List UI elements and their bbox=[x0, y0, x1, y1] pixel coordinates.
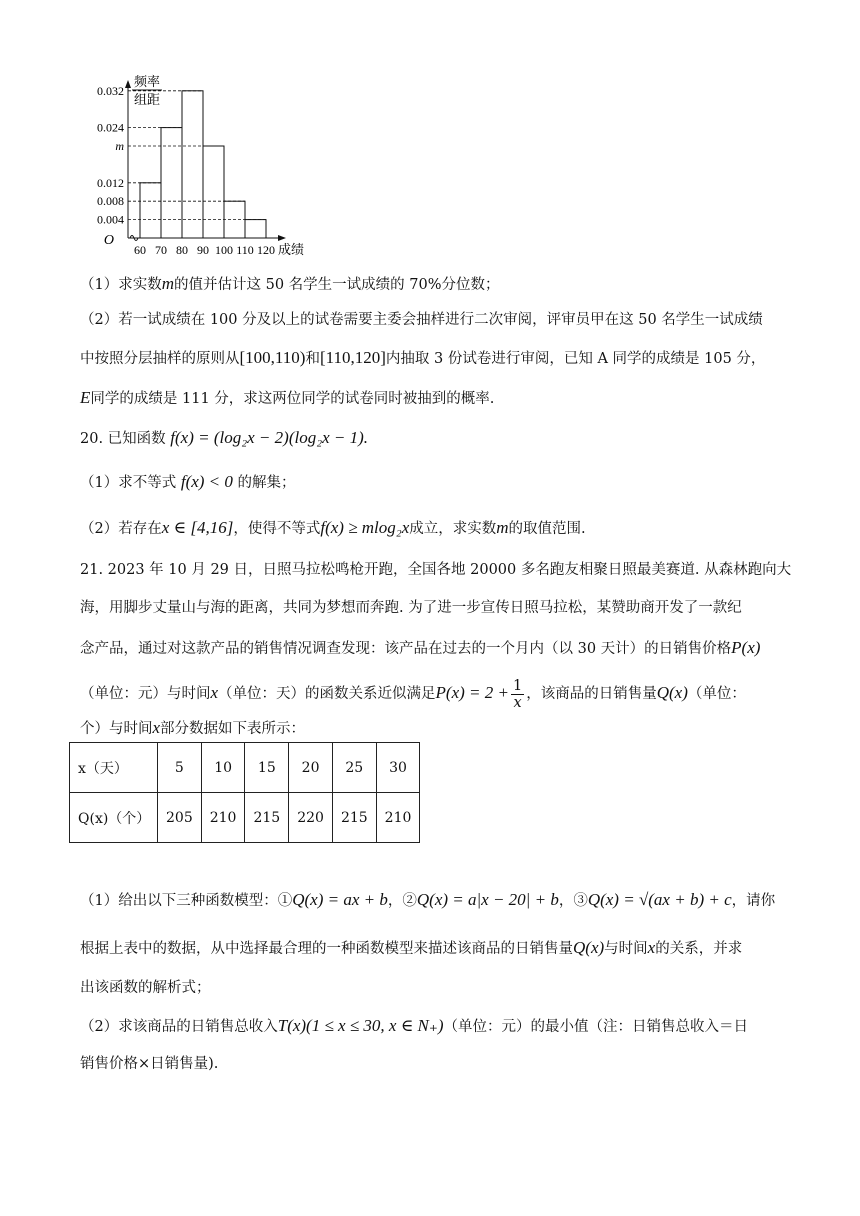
q19-part1-text-b: 的值并估计这 50 名学生一试成绩的 70%分位数； bbox=[174, 277, 500, 293]
x-tick-label: 120 bbox=[257, 243, 275, 257]
q21-qx-2: Q(x) bbox=[573, 938, 605, 957]
x-tick-label: 90 bbox=[197, 243, 209, 257]
q20-function-formula: f(x) = (log₂x − 2)(log₂x − 1). bbox=[170, 428, 369, 447]
q21-qx: Q(x) bbox=[656, 683, 688, 702]
q21-text-5b: 部分数据如下表所示： bbox=[160, 721, 306, 737]
q19-part2-text: （2）若一试成绩在 100 分及以上的试卷需要主委会抽样进行二次审阅，评审员甲在这 50 名学生一试成绩 bbox=[80, 312, 763, 328]
table-header-days: x（天） bbox=[70, 743, 158, 793]
q21-part1-text-d: 与时间 bbox=[604, 941, 648, 957]
q20-inequality: f(x) < 0 bbox=[180, 472, 233, 491]
q21-line4 bbox=[80, 676, 800, 711]
q19-part2-line1 bbox=[80, 308, 800, 332]
q19-part2-text-a: 中按照分层抽样的原则从 bbox=[80, 351, 240, 367]
histogram-bar bbox=[182, 91, 203, 238]
q21-part1-text-c: 根据上表中的数据，从中选择最合理的一种函数模型来描述该商品的日销售量 bbox=[80, 941, 573, 957]
q21-part1-text-b: ，请你 bbox=[731, 893, 776, 909]
table-cell: 205 bbox=[158, 793, 202, 843]
model-sqrt: Q(x) = √(ax + b) + c bbox=[587, 890, 732, 909]
sep-2: ，③ bbox=[558, 893, 588, 909]
q20-part2-text-a: （2）若存在 bbox=[80, 521, 162, 537]
table-cell: 20 bbox=[289, 743, 333, 793]
x-tick-label: 100 bbox=[215, 243, 233, 257]
q21-text-4a: （单位：元）与时间 bbox=[80, 686, 211, 702]
q21-part2-text-b: （单位：元）的最小值（注：日销售总收入＝日 bbox=[443, 1019, 749, 1035]
y-label-bottom: 组距 bbox=[134, 93, 161, 108]
q21-part2-text-c: 销售价格×日销售量). bbox=[80, 1056, 219, 1072]
q20-inequality-2: f(x) ≥ mlog₂x bbox=[320, 518, 410, 537]
q21-text-3: 念产品，通过对这款产品的销售情况调查发现：该产品在过去的一个月内（以 30 天计）的日销售价格 bbox=[80, 641, 732, 657]
table-cell: 25 bbox=[332, 743, 376, 793]
q21-text-4c: ，该商品的日销售量 bbox=[526, 686, 657, 702]
q21-line1 bbox=[80, 558, 800, 582]
table-cell: 30 bbox=[376, 743, 420, 793]
table-row-quantity bbox=[70, 793, 420, 843]
q21-revenue-formula: T(x)(1 ≤ x ≤ 30, x ∈ N₊) bbox=[277, 1016, 444, 1035]
var-x-2: x bbox=[152, 718, 161, 737]
table-cell: 15 bbox=[245, 743, 289, 793]
var-m-2: m bbox=[496, 518, 509, 537]
q21-part1-text-f: 出该函数的解析式； bbox=[80, 980, 211, 996]
table-cell: 5 bbox=[158, 743, 202, 793]
q20-part1 bbox=[80, 470, 800, 495]
model-linear: Q(x) = ax + b bbox=[292, 890, 388, 909]
x-tick-label: 110 bbox=[236, 243, 254, 257]
q19-part2-line3 bbox=[80, 386, 800, 411]
histogram-bar bbox=[161, 128, 182, 238]
y-tick-label: m bbox=[115, 139, 124, 153]
table-header-quantity: Q(x)（个） bbox=[70, 793, 158, 843]
q21-part1-text-a: （1）给出以下三种函数模型：① bbox=[80, 893, 293, 909]
frequency-histogram bbox=[88, 74, 348, 264]
q21-text-4d: （单位： bbox=[687, 686, 746, 702]
table-cell: 210 bbox=[201, 793, 245, 843]
fraction-numerator: 1 bbox=[513, 677, 523, 694]
q21-text-5a: 个）与时间 bbox=[80, 721, 153, 737]
x-axis-label: 成绩 bbox=[278, 243, 305, 258]
sales-data-table bbox=[69, 742, 420, 843]
q21-part1-line1 bbox=[80, 888, 800, 913]
q21-part1-line3 bbox=[80, 976, 800, 1000]
q21-line3 bbox=[80, 636, 800, 661]
q20-set: x ∈ [4,16] bbox=[161, 518, 234, 537]
q20-stem-text: 20. 已知函数 bbox=[80, 431, 166, 447]
fraction-1-over-x bbox=[511, 678, 524, 711]
interval-100-110: [100,110) bbox=[239, 348, 306, 367]
q21-part2-line1 bbox=[80, 1014, 800, 1039]
q19-part2-and: 和 bbox=[305, 351, 320, 367]
q20-part2-text-c: 成立，求实数 bbox=[409, 521, 497, 537]
q19-part1 bbox=[80, 272, 800, 297]
table-cell: 220 bbox=[289, 793, 333, 843]
q21-line2 bbox=[80, 596, 800, 620]
q21-text-4b: （单位：天）的函数关系近似满足 bbox=[218, 686, 436, 702]
q20-stem bbox=[80, 426, 800, 451]
var-m: m bbox=[161, 274, 175, 293]
q21-px: P(x) bbox=[731, 638, 761, 657]
x-tick-label: 60 bbox=[134, 243, 146, 257]
var-x-3: x bbox=[647, 938, 656, 957]
x-tick-label: 70 bbox=[155, 243, 167, 257]
y-tick-label: 0.012 bbox=[97, 175, 124, 190]
q21-line5 bbox=[80, 716, 800, 741]
q19-part1-text-a: （1）求实数 bbox=[80, 277, 162, 293]
histogram-bar bbox=[245, 220, 266, 238]
y-label-top: 频率 bbox=[134, 75, 161, 90]
q20-part2-text-d: 的取值范围. bbox=[508, 521, 586, 537]
table-cell: 215 bbox=[245, 793, 289, 843]
sep-1: ，② bbox=[387, 893, 417, 909]
y-axis-arrow bbox=[125, 80, 131, 88]
x-tick-label: 80 bbox=[176, 243, 188, 257]
q21-text-2: 海，用脚步丈量山与海的距离，共同为梦想而奔跑. 为了进一步宣传日照马拉松，某赞助商开发了一款纪 bbox=[80, 600, 742, 616]
interval-110-120: [110,120] bbox=[319, 348, 386, 367]
table-cell: 210 bbox=[376, 793, 420, 843]
q20-part1-text-b: 的解集； bbox=[237, 475, 296, 491]
var-x: x bbox=[210, 683, 219, 702]
origin-label: O bbox=[103, 233, 114, 248]
y-tick-label: 0.008 bbox=[97, 194, 124, 209]
model-absolute: Q(x) = a|x − 20| + b bbox=[416, 890, 559, 909]
table-row-days bbox=[70, 743, 420, 793]
y-tick-label: 0.004 bbox=[97, 212, 124, 227]
histogram-bar bbox=[203, 146, 224, 238]
q20-part2 bbox=[80, 516, 800, 541]
q21-text-1: 21. 2023 年 10 月 29 日，日照马拉松鸣枪开跑，全国各地 20000 多名跑友相聚日照最美赛道. 从森林跑向大 bbox=[80, 562, 792, 578]
q19-part2-text-d: 同学的成绩是 111 分，求这两位同学的试卷同时被抽到的概率. bbox=[90, 391, 495, 407]
q19-part2-line2 bbox=[80, 346, 800, 371]
x-axis-arrow bbox=[278, 235, 286, 241]
q21-part2-text-a: （2）求该商品的日销售总收入 bbox=[80, 1019, 278, 1035]
q20-part2-text-b: ，使得不等式 bbox=[233, 521, 321, 537]
table-cell: 215 bbox=[332, 793, 376, 843]
var-e: E bbox=[80, 388, 91, 407]
fraction-denominator: x bbox=[513, 694, 522, 711]
y-tick-label: 0.032 bbox=[97, 83, 124, 98]
q20-part1-text-a: （1）求不等式 bbox=[80, 475, 177, 491]
histogram-bar bbox=[140, 183, 161, 238]
q21-price-formula: P(x) = 2 + bbox=[435, 683, 509, 702]
q21-part1-text-e: 的关系，并求 bbox=[655, 941, 743, 957]
q19-part2-text-c: 内抽取 3 份试卷进行审阅，已知 A 同学的成绩是 105 分， bbox=[385, 351, 766, 367]
q21-part1-line2 bbox=[80, 936, 800, 961]
table-cell: 10 bbox=[201, 743, 245, 793]
y-tick-label: 0.024 bbox=[97, 120, 124, 135]
q21-part2-line2 bbox=[80, 1052, 800, 1076]
